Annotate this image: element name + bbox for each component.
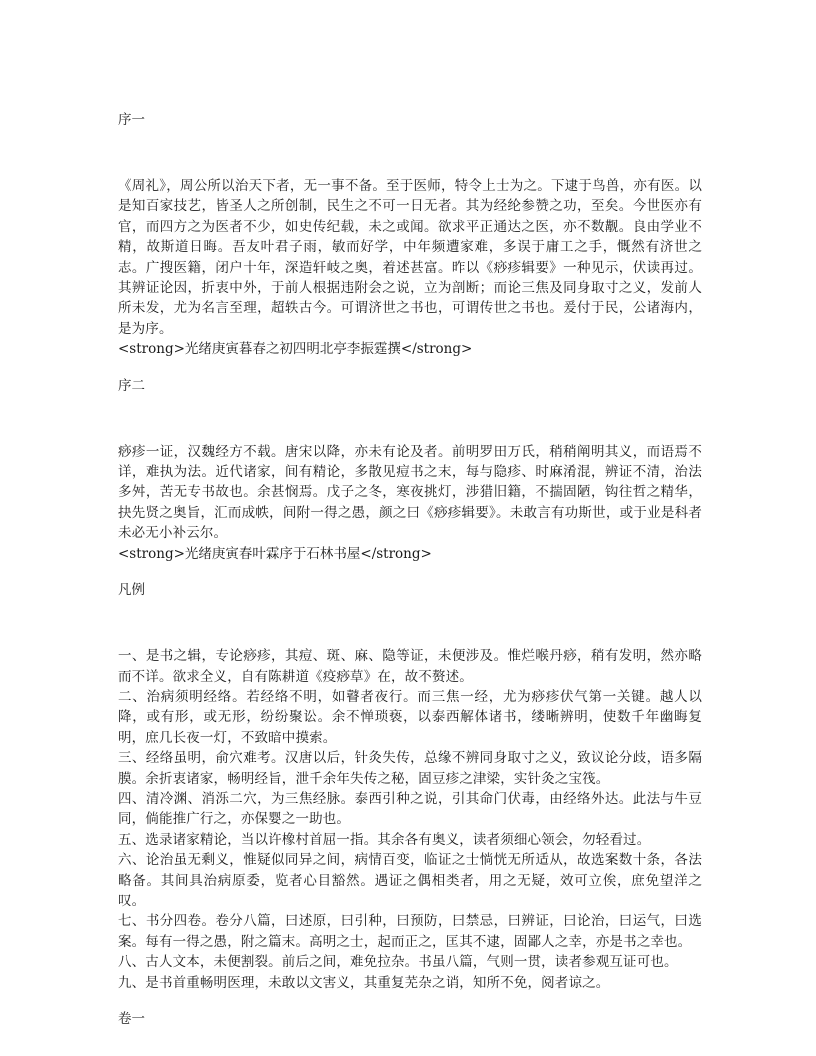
- fanli-item-5: 五、选录诸家精论，当以许橡村首屈一指。其余各有奥义，读者须细心领会，勿轻看过。: [118, 831, 651, 848]
- fanli-item-8: 八、古人文本，未便割裂。前后之间，难免拉杂。书虽八篇，气则一贯，读者参观互证可也。: [118, 954, 678, 971]
- section-heading-fanli: 凡例: [118, 582, 145, 599]
- section-heading-preface-1: 序一: [118, 112, 145, 128]
- fanli-item-1: 一、是书之辑，专论痧疹，其痘、斑、麻、隐等证，未便涉及。惟烂喉丹痧，稍有发明，然亦略而不详。欲求全义，自有陈耕道《疫痧草》在，故不赘述。: [118, 648, 702, 685]
- fanli-item-3: 三、经络虽明，俞穴难考。汉唐以后，针灸失传，总缘不辨同身取寸之义，致议论分歧，语多隔膜。余折衷诸家，畅明经旨，泄千余年失传之秘，固豆疹之津梁，实针灸之宝筏。: [118, 750, 702, 787]
- fanli-item-9: 九、是书首重畅明医理，未敢以文害义，其重复芜杂之诮，知所不免，阅者谅之。: [118, 974, 610, 991]
- fanli-item-4: 四、清冷渊、消泺二穴，为三焦经脉。泰西引种之说，引其命门伏毒，由经络外达。此法与牛豆同，倘能推广行之，亦保婴之一助也。: [118, 790, 702, 828]
- preface-2-paragraph: 痧疹一证，汉魏经方不载。唐宋以降，亦未有论及者。前明罗田万氏，稍稍阐明其义，而语焉不详，难执为法。近代诸家，间有精论，多散见痘书之末，每与隐疹、时麻淆混，辨证不清，治法多舛，苦无专书故也。余甚悯焉。戊子之冬，寒夜挑灯，涉猎旧籍，不揣固陋，钩往哲之精华，抉先贤之奥旨，汇而成帙，间附一得之愚，颜之曰《痧疹辑要》。未敢言有功斯世，或于业是科者未必无小补云尔。: [118, 443, 702, 542]
- fanli-item-6: 六、论治虽无剩义，惟疑似同异之间，病情百变，临证之士惝恍无所适从，故选案数十条，各法略备。其间具治病原委，览者心目豁然。遇证之偶相类者，用之无疑，效可立俟，庶免望洋之叹。: [118, 852, 702, 909]
- preface-2-signature: <strong>光绪庚寅春叶霖序于石林书屋</strong>: [118, 545, 432, 562]
- section-heading-volume-1: 卷一: [118, 1011, 145, 1027]
- fanli-item-7: 七、书分四卷。卷分八篇，曰述原，曰引种，曰预防，曰禁忌，曰辨证，曰论治，曰运气，曰选案。每有一得之愚，附之篇末。高明之士，起而正之，匡其不逮，固鄙人之幸，亦是书之幸也。: [118, 913, 702, 950]
- document-page: [118, 110, 702, 1029]
- fanli-item-2: 二、治病须明经络。若经络不明，如瞽者夜行。而三焦一经，尤为痧疹伏气第一关键。越人以降，或有形，或无形，纷纷聚讼。余不惮琐亵，以泰西解体诸书，缕晰辨明，使数千年幽晦复明，庶几长夜一灯，不致暗中摸索。: [118, 688, 702, 746]
- preface-1-paragraph: 《周礼》，周公所以治天下者，无一事不备。至于医师，特令上士为之。下逮于鸟兽，亦有医。以是知百家技艺，皆圣人之所创制，民生之不可一日无者。其为经纶参赞之功，至矣。今世医亦有官，而四方之为医者不少，如史传纪载，未之或闻。欲求平正通达之医，亦不数觏。良由学业不精，故斯道日晦。吾友叶君子雨，敏而好学，中年频遭家难，多误于庸工之手，慨然有济世之志。广搜医籍，闭户十年，深造轩岐之奥，着述甚富。昨以《痧疹辑要》一种见示，伏读再过。其辨证论因，折衷中外，于前人根据违附会之说，立为剖断；而论三焦及同身取寸之义，发前人所未发，尤为名言至理，超轶古今。可谓济世之书也，可谓传世之书也。爰付于民，公诸海内，是为序。: [118, 178, 702, 337]
- section-heading-preface-2: 序二: [118, 377, 145, 394]
- preface-1-signature: <strong>光绪庚寅暮春之初四明北亭李振霆撰</strong>: [118, 341, 473, 358]
